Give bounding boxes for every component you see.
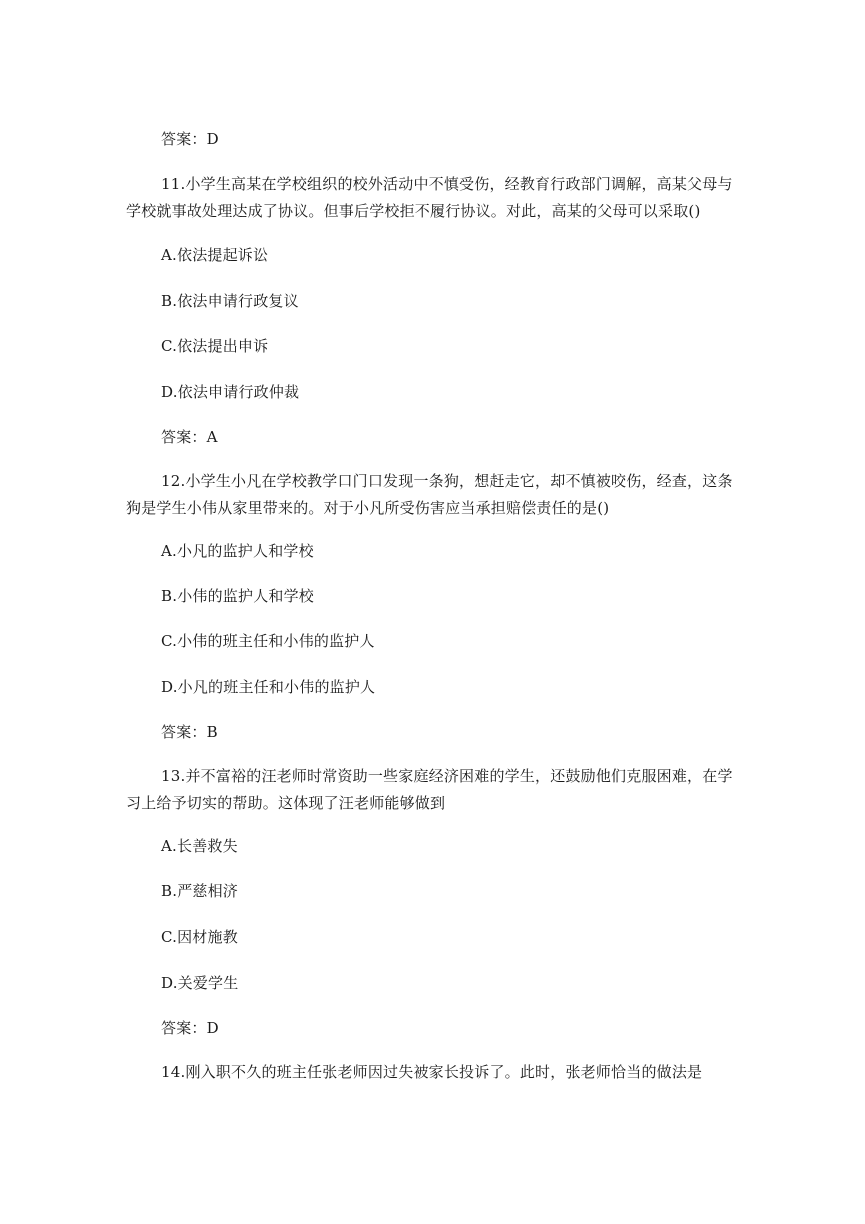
question-line: 习上给予切实的帮助。这体现了汪老师能够做到 (126, 794, 446, 812)
option-line: B.小伟的监护人和学校 (161, 587, 314, 605)
question-12 (126, 469, 741, 520)
question-line: 11.小学生高某在学校组织的校外活动中不慎受伤，经教育行政部门调解，高某父母与 (161, 175, 733, 193)
option-line: A.小凡的监护人和学校 (161, 542, 314, 560)
question-line: 狗是学生小伟从家里带来的。对于小凡所受伤害应当承担赔偿责任的是() (126, 499, 610, 517)
option-line: C.小伟的班主任和小伟的监护人 (161, 632, 375, 650)
option-line: B.严慈相济 (161, 882, 238, 900)
question-line: 13.并不富裕的汪老师时常资助一些家庭经济困难的学生，还鼓励他们克服困难，在学 (161, 767, 733, 785)
option-line: B.依法申请行政复议 (161, 292, 299, 310)
option-line: C.依法提出申诉 (161, 337, 269, 355)
answer-line: 答案：A (161, 428, 218, 446)
option-line: A.依法提起诉讼 (161, 246, 269, 264)
question-11 (126, 172, 741, 223)
option-line: D.关爱学生 (161, 974, 239, 992)
answer-line: 答案：D (161, 1019, 219, 1037)
option-line: D.小凡的班主任和小伟的监护人 (161, 678, 376, 696)
option-line: C.因材施教 (161, 928, 238, 946)
option-line: D.依法申请行政仲裁 (161, 383, 300, 401)
question-line: 12.小学生小凡在学校教学口门口发现一条狗，想赶走它，却不慎被咬伤，经查，这条 (161, 472, 733, 490)
question-line: 学校就事故处理达成了协议。但事后学校拒不履行协议。对此，高某的父母可以采取() (126, 202, 701, 220)
option-line: A.长善救失 (161, 837, 238, 855)
question-14: 14.刚入职不久的班主任张老师因过失被家长投诉了。此时，张老师恰当的做法是 (161, 1063, 703, 1081)
answer-line: 答案：D (161, 130, 219, 148)
question-13 (126, 764, 741, 815)
answer-line: 答案：B (161, 723, 218, 741)
